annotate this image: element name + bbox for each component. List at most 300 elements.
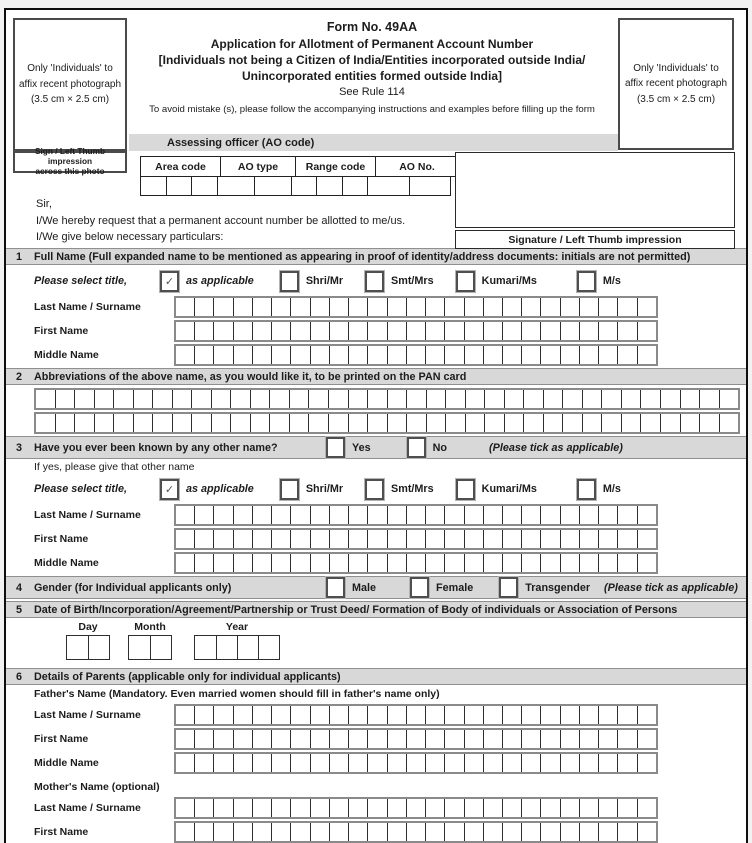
char-cell[interactable] bbox=[464, 322, 483, 340]
char-cell[interactable] bbox=[271, 346, 290, 364]
char-cell[interactable] bbox=[176, 346, 194, 364]
char-cell[interactable] bbox=[598, 823, 617, 841]
char-cell[interactable] bbox=[387, 730, 406, 748]
char-cell[interactable] bbox=[579, 346, 598, 364]
char-cell[interactable] bbox=[367, 823, 386, 841]
char-cell[interactable] bbox=[36, 390, 55, 408]
char-cell[interactable] bbox=[425, 706, 444, 724]
char-cell[interactable] bbox=[194, 754, 213, 772]
other-title-smt-mrs-checkbox[interactable] bbox=[365, 479, 384, 500]
char-cell[interactable] bbox=[406, 414, 426, 432]
char-cell[interactable] bbox=[425, 530, 444, 548]
char-cell[interactable] bbox=[271, 754, 290, 772]
char-cell[interactable] bbox=[617, 298, 636, 316]
char-cell[interactable] bbox=[637, 799, 656, 817]
char-cell[interactable] bbox=[271, 298, 290, 316]
char-cell[interactable] bbox=[310, 706, 329, 724]
char-cell[interactable] bbox=[637, 823, 656, 841]
char-cell[interactable] bbox=[465, 414, 485, 432]
char-cell[interactable] bbox=[348, 322, 367, 340]
date-cell[interactable] bbox=[150, 636, 171, 659]
char-cell[interactable] bbox=[680, 390, 700, 408]
char-cell[interactable] bbox=[444, 799, 463, 817]
char-cell[interactable] bbox=[329, 322, 348, 340]
char-cell[interactable] bbox=[617, 554, 636, 572]
char-cell[interactable] bbox=[464, 754, 483, 772]
char-cell[interactable] bbox=[310, 799, 329, 817]
char-cell[interactable] bbox=[483, 530, 502, 548]
photo-box-left[interactable] bbox=[13, 18, 127, 151]
other-name-yes-checkbox[interactable] bbox=[326, 437, 345, 458]
char-cell[interactable] bbox=[521, 346, 540, 364]
char-cell[interactable] bbox=[502, 706, 521, 724]
char-cell[interactable] bbox=[406, 754, 425, 772]
char-cell[interactable] bbox=[348, 298, 367, 316]
char-cell[interactable] bbox=[387, 346, 406, 364]
char-cell[interactable] bbox=[464, 706, 483, 724]
char-cell[interactable] bbox=[176, 530, 194, 548]
char-cell[interactable] bbox=[483, 706, 502, 724]
char-cell[interactable] bbox=[367, 530, 386, 548]
char-cell[interactable] bbox=[502, 823, 521, 841]
char-cell[interactable] bbox=[387, 554, 406, 572]
char-cell[interactable] bbox=[540, 530, 559, 548]
char-cell[interactable] bbox=[560, 530, 579, 548]
char-cell[interactable] bbox=[483, 346, 502, 364]
char-cell[interactable] bbox=[560, 706, 579, 724]
char-cell[interactable] bbox=[194, 730, 213, 748]
char-cell[interactable] bbox=[464, 730, 483, 748]
char-cell[interactable] bbox=[621, 390, 641, 408]
char-cell[interactable] bbox=[329, 298, 348, 316]
char-cell[interactable] bbox=[176, 506, 194, 524]
char-cell[interactable] bbox=[194, 530, 213, 548]
signature-box[interactable] bbox=[455, 152, 735, 228]
char-cell[interactable] bbox=[310, 754, 329, 772]
char-cell[interactable] bbox=[540, 554, 559, 572]
char-cell[interactable] bbox=[579, 322, 598, 340]
char-cell[interactable] bbox=[329, 530, 348, 548]
char-cell[interactable] bbox=[329, 730, 348, 748]
char-cell[interactable] bbox=[637, 298, 656, 316]
char-cell[interactable] bbox=[521, 706, 540, 724]
char-cell[interactable] bbox=[94, 390, 114, 408]
char-cell[interactable] bbox=[560, 506, 579, 524]
other-name-no-checkbox[interactable] bbox=[407, 437, 426, 458]
char-cell[interactable] bbox=[523, 390, 543, 408]
char-cell[interactable] bbox=[176, 322, 194, 340]
date-cell[interactable] bbox=[237, 636, 258, 659]
gender-transgender-checkbox[interactable] bbox=[499, 577, 518, 598]
char-cell[interactable] bbox=[290, 799, 309, 817]
char-cell[interactable] bbox=[617, 530, 636, 548]
char-cell[interactable] bbox=[213, 322, 232, 340]
char-cell[interactable] bbox=[113, 414, 133, 432]
char-cell[interactable] bbox=[233, 530, 252, 548]
char-cell[interactable] bbox=[290, 298, 309, 316]
char-cell[interactable] bbox=[601, 390, 621, 408]
char-cell[interactable] bbox=[637, 346, 656, 364]
char-cell[interactable] bbox=[387, 506, 406, 524]
char-cell[interactable] bbox=[560, 730, 579, 748]
char-cell[interactable] bbox=[598, 799, 617, 817]
char-cell[interactable] bbox=[233, 506, 252, 524]
char-cell[interactable] bbox=[464, 823, 483, 841]
char-cell[interactable] bbox=[425, 799, 444, 817]
char-cell[interactable] bbox=[194, 322, 213, 340]
char-cell[interactable] bbox=[579, 754, 598, 772]
char-cell[interactable] bbox=[445, 414, 465, 432]
char-cell[interactable] bbox=[617, 506, 636, 524]
char-cell[interactable] bbox=[540, 346, 559, 364]
char-cell[interactable] bbox=[521, 506, 540, 524]
other-title-kumari-ms-checkbox[interactable] bbox=[456, 479, 475, 500]
char-cell[interactable] bbox=[601, 414, 621, 432]
char-cell[interactable] bbox=[310, 346, 329, 364]
char-cell[interactable] bbox=[310, 554, 329, 572]
char-cell[interactable] bbox=[233, 298, 252, 316]
char-cell[interactable] bbox=[464, 298, 483, 316]
char-cell[interactable] bbox=[310, 823, 329, 841]
char-cell[interactable] bbox=[348, 706, 367, 724]
char-cell[interactable] bbox=[290, 754, 309, 772]
char-cell[interactable] bbox=[252, 530, 271, 548]
char-cell[interactable] bbox=[367, 799, 386, 817]
char-cell[interactable] bbox=[328, 414, 348, 432]
title-shri-mr-checkbox[interactable] bbox=[280, 271, 299, 292]
char-cell[interactable] bbox=[483, 298, 502, 316]
ao-area-cell[interactable] bbox=[140, 176, 167, 196]
char-cell[interactable] bbox=[233, 554, 252, 572]
date-cell[interactable] bbox=[258, 636, 279, 659]
char-cell[interactable] bbox=[560, 799, 579, 817]
char-cell[interactable] bbox=[387, 754, 406, 772]
title-smt-mrs-checkbox[interactable] bbox=[365, 271, 384, 292]
ao-area-cell[interactable] bbox=[166, 176, 193, 196]
char-cell[interactable] bbox=[329, 823, 348, 841]
char-cell[interactable] bbox=[176, 554, 194, 572]
char-cell[interactable] bbox=[465, 390, 485, 408]
char-cell[interactable] bbox=[637, 530, 656, 548]
ao-type-cell[interactable] bbox=[217, 176, 256, 196]
char-cell[interactable] bbox=[445, 390, 465, 408]
char-cell[interactable] bbox=[660, 414, 680, 432]
char-cell[interactable] bbox=[348, 730, 367, 748]
char-cell[interactable] bbox=[310, 298, 329, 316]
char-cell[interactable] bbox=[290, 730, 309, 748]
char-cell[interactable] bbox=[582, 414, 602, 432]
char-cell[interactable] bbox=[483, 554, 502, 572]
char-cell[interactable] bbox=[252, 506, 271, 524]
char-cell[interactable] bbox=[213, 730, 232, 748]
char-cell[interactable] bbox=[310, 730, 329, 748]
char-cell[interactable] bbox=[598, 554, 617, 572]
char-cell[interactable] bbox=[329, 799, 348, 817]
char-cell[interactable] bbox=[444, 506, 463, 524]
char-cell[interactable] bbox=[36, 414, 55, 432]
char-cell[interactable] bbox=[617, 322, 636, 340]
char-cell[interactable] bbox=[444, 554, 463, 572]
char-cell[interactable] bbox=[213, 554, 232, 572]
char-cell[interactable] bbox=[464, 799, 483, 817]
char-cell[interactable] bbox=[230, 390, 250, 408]
char-cell[interactable] bbox=[637, 730, 656, 748]
char-cell[interactable] bbox=[425, 823, 444, 841]
char-cell[interactable] bbox=[271, 530, 290, 548]
char-cell[interactable] bbox=[582, 390, 602, 408]
char-cell[interactable] bbox=[598, 530, 617, 548]
char-cell[interactable] bbox=[271, 706, 290, 724]
char-cell[interactable] bbox=[502, 730, 521, 748]
gender-male-checkbox[interactable] bbox=[326, 577, 345, 598]
char-cell[interactable] bbox=[699, 390, 719, 408]
char-cell[interactable] bbox=[250, 414, 270, 432]
char-cell[interactable] bbox=[233, 322, 252, 340]
char-cell[interactable] bbox=[194, 823, 213, 841]
sign-thumb-strip[interactable] bbox=[13, 146, 127, 176]
char-cell[interactable] bbox=[406, 823, 425, 841]
char-cell[interactable] bbox=[194, 298, 213, 316]
char-cell[interactable] bbox=[504, 414, 524, 432]
char-cell[interactable] bbox=[406, 390, 426, 408]
char-cell[interactable] bbox=[194, 506, 213, 524]
char-cell[interactable] bbox=[329, 554, 348, 572]
char-cell[interactable] bbox=[133, 390, 153, 408]
title-kumari-ms-checkbox[interactable] bbox=[456, 271, 475, 292]
char-cell[interactable] bbox=[308, 414, 328, 432]
char-cell[interactable] bbox=[176, 754, 194, 772]
char-cell[interactable] bbox=[290, 506, 309, 524]
ao-range-cell[interactable] bbox=[291, 176, 318, 196]
char-cell[interactable] bbox=[133, 414, 153, 432]
char-cell[interactable] bbox=[543, 390, 563, 408]
char-cell[interactable] bbox=[233, 754, 252, 772]
char-cell[interactable] bbox=[444, 823, 463, 841]
char-cell[interactable] bbox=[444, 730, 463, 748]
char-cell[interactable] bbox=[502, 298, 521, 316]
char-cell[interactable] bbox=[94, 414, 114, 432]
char-cell[interactable] bbox=[444, 346, 463, 364]
char-cell[interactable] bbox=[252, 754, 271, 772]
char-cell[interactable] bbox=[540, 754, 559, 772]
char-cell[interactable] bbox=[406, 530, 425, 548]
char-cell[interactable] bbox=[329, 706, 348, 724]
char-cell[interactable] bbox=[502, 530, 521, 548]
char-cell[interactable] bbox=[387, 322, 406, 340]
char-cell[interactable] bbox=[540, 506, 559, 524]
char-cell[interactable] bbox=[367, 730, 386, 748]
title-ms-checkbox[interactable] bbox=[577, 271, 596, 292]
char-cell[interactable] bbox=[425, 298, 444, 316]
char-cell[interactable] bbox=[483, 730, 502, 748]
char-cell[interactable] bbox=[521, 530, 540, 548]
date-cell[interactable] bbox=[216, 636, 237, 659]
char-cell[interactable] bbox=[252, 823, 271, 841]
char-cell[interactable] bbox=[579, 730, 598, 748]
other-title-shri-mr-checkbox[interactable] bbox=[280, 479, 299, 500]
char-cell[interactable] bbox=[502, 322, 521, 340]
other-title-as-applicable-checkbox[interactable]: ✓ bbox=[160, 479, 179, 500]
char-cell[interactable] bbox=[426, 414, 446, 432]
char-cell[interactable] bbox=[598, 706, 617, 724]
other-title-ms-checkbox[interactable] bbox=[577, 479, 596, 500]
char-cell[interactable] bbox=[387, 799, 406, 817]
char-cell[interactable] bbox=[290, 823, 309, 841]
char-cell[interactable] bbox=[406, 346, 425, 364]
char-cell[interactable] bbox=[233, 706, 252, 724]
char-cell[interactable] bbox=[213, 506, 232, 524]
char-cell[interactable] bbox=[425, 754, 444, 772]
char-cell[interactable] bbox=[483, 799, 502, 817]
char-cell[interactable] bbox=[540, 799, 559, 817]
char-cell[interactable] bbox=[444, 322, 463, 340]
char-cell[interactable] bbox=[194, 799, 213, 817]
char-cell[interactable] bbox=[310, 506, 329, 524]
char-cell[interactable] bbox=[719, 390, 739, 408]
char-cell[interactable] bbox=[560, 823, 579, 841]
date-cell[interactable] bbox=[88, 636, 109, 659]
char-cell[interactable] bbox=[213, 706, 232, 724]
char-cell[interactable] bbox=[598, 298, 617, 316]
char-cell[interactable] bbox=[269, 414, 289, 432]
char-cell[interactable] bbox=[598, 506, 617, 524]
char-cell[interactable] bbox=[367, 298, 386, 316]
ao-type-cell[interactable] bbox=[254, 176, 292, 196]
char-cell[interactable] bbox=[152, 390, 172, 408]
char-cell[interactable] bbox=[348, 390, 368, 408]
char-cell[interactable] bbox=[540, 706, 559, 724]
char-cell[interactable] bbox=[637, 554, 656, 572]
char-cell[interactable] bbox=[328, 390, 348, 408]
char-cell[interactable] bbox=[562, 414, 582, 432]
char-cell[interactable] bbox=[213, 530, 232, 548]
char-cell[interactable] bbox=[367, 322, 386, 340]
char-cell[interactable] bbox=[560, 346, 579, 364]
char-cell[interactable] bbox=[387, 530, 406, 548]
char-cell[interactable] bbox=[504, 390, 524, 408]
char-cell[interactable] bbox=[176, 799, 194, 817]
char-cell[interactable] bbox=[579, 506, 598, 524]
char-cell[interactable] bbox=[425, 506, 444, 524]
char-cell[interactable] bbox=[329, 346, 348, 364]
char-cell[interactable] bbox=[194, 554, 213, 572]
char-cell[interactable] bbox=[310, 530, 329, 548]
char-cell[interactable] bbox=[425, 730, 444, 748]
char-cell[interactable] bbox=[329, 506, 348, 524]
char-cell[interactable] bbox=[213, 754, 232, 772]
char-cell[interactable] bbox=[540, 322, 559, 340]
char-cell[interactable] bbox=[348, 414, 368, 432]
date-cell[interactable] bbox=[195, 636, 216, 659]
date-cell[interactable] bbox=[129, 636, 150, 659]
char-cell[interactable] bbox=[502, 506, 521, 524]
char-cell[interactable] bbox=[521, 298, 540, 316]
char-cell[interactable] bbox=[271, 322, 290, 340]
char-cell[interactable] bbox=[367, 706, 386, 724]
char-cell[interactable] bbox=[521, 799, 540, 817]
char-cell[interactable] bbox=[560, 298, 579, 316]
gender-female-checkbox[interactable] bbox=[410, 577, 429, 598]
char-cell[interactable] bbox=[502, 346, 521, 364]
char-cell[interactable] bbox=[444, 706, 463, 724]
char-cell[interactable] bbox=[521, 823, 540, 841]
char-cell[interactable] bbox=[444, 530, 463, 548]
char-cell[interactable] bbox=[387, 706, 406, 724]
char-cell[interactable] bbox=[233, 730, 252, 748]
char-cell[interactable] bbox=[579, 706, 598, 724]
char-cell[interactable] bbox=[406, 730, 425, 748]
ao-no-cell[interactable] bbox=[409, 176, 451, 196]
char-cell[interactable] bbox=[289, 414, 309, 432]
char-cell[interactable] bbox=[637, 754, 656, 772]
char-cell[interactable] bbox=[191, 390, 211, 408]
char-cell[interactable] bbox=[176, 823, 194, 841]
char-cell[interactable] bbox=[252, 706, 271, 724]
char-cell[interactable] bbox=[172, 414, 192, 432]
char-cell[interactable] bbox=[502, 754, 521, 772]
ao-no-cell[interactable] bbox=[367, 176, 410, 196]
char-cell[interactable] bbox=[617, 823, 636, 841]
char-cell[interactable] bbox=[308, 390, 328, 408]
char-cell[interactable] bbox=[637, 506, 656, 524]
char-cell[interactable] bbox=[269, 390, 289, 408]
char-cell[interactable] bbox=[152, 414, 172, 432]
char-cell[interactable] bbox=[483, 506, 502, 524]
char-cell[interactable] bbox=[271, 730, 290, 748]
char-cell[interactable] bbox=[560, 322, 579, 340]
char-cell[interactable] bbox=[640, 390, 660, 408]
char-cell[interactable] bbox=[464, 506, 483, 524]
char-cell[interactable] bbox=[271, 799, 290, 817]
char-cell[interactable] bbox=[562, 390, 582, 408]
char-cell[interactable] bbox=[194, 346, 213, 364]
ao-range-cell[interactable] bbox=[342, 176, 369, 196]
char-cell[interactable] bbox=[367, 506, 386, 524]
char-cell[interactable] bbox=[444, 754, 463, 772]
char-cell[interactable] bbox=[252, 554, 271, 572]
char-cell[interactable] bbox=[425, 346, 444, 364]
char-cell[interactable] bbox=[540, 730, 559, 748]
char-cell[interactable] bbox=[367, 390, 387, 408]
char-cell[interactable] bbox=[387, 390, 407, 408]
char-cell[interactable] bbox=[271, 554, 290, 572]
char-cell[interactable] bbox=[523, 414, 543, 432]
title-as-applicable-checkbox[interactable]: ✓ bbox=[160, 271, 179, 292]
char-cell[interactable] bbox=[521, 322, 540, 340]
char-cell[interactable] bbox=[617, 346, 636, 364]
char-cell[interactable] bbox=[250, 390, 270, 408]
char-cell[interactable] bbox=[233, 823, 252, 841]
char-cell[interactable] bbox=[621, 414, 641, 432]
char-cell[interactable] bbox=[213, 799, 232, 817]
char-cell[interactable] bbox=[719, 414, 739, 432]
char-cell[interactable] bbox=[191, 414, 211, 432]
char-cell[interactable] bbox=[579, 530, 598, 548]
char-cell[interactable] bbox=[637, 706, 656, 724]
char-cell[interactable] bbox=[290, 322, 309, 340]
photo-box-right[interactable] bbox=[618, 18, 734, 150]
char-cell[interactable] bbox=[540, 298, 559, 316]
char-cell[interactable] bbox=[680, 414, 700, 432]
char-cell[interactable] bbox=[560, 554, 579, 572]
char-cell[interactable] bbox=[252, 298, 271, 316]
char-cell[interactable] bbox=[252, 799, 271, 817]
char-cell[interactable] bbox=[502, 799, 521, 817]
char-cell[interactable] bbox=[176, 298, 194, 316]
char-cell[interactable] bbox=[290, 706, 309, 724]
char-cell[interactable] bbox=[426, 390, 446, 408]
char-cell[interactable] bbox=[483, 322, 502, 340]
